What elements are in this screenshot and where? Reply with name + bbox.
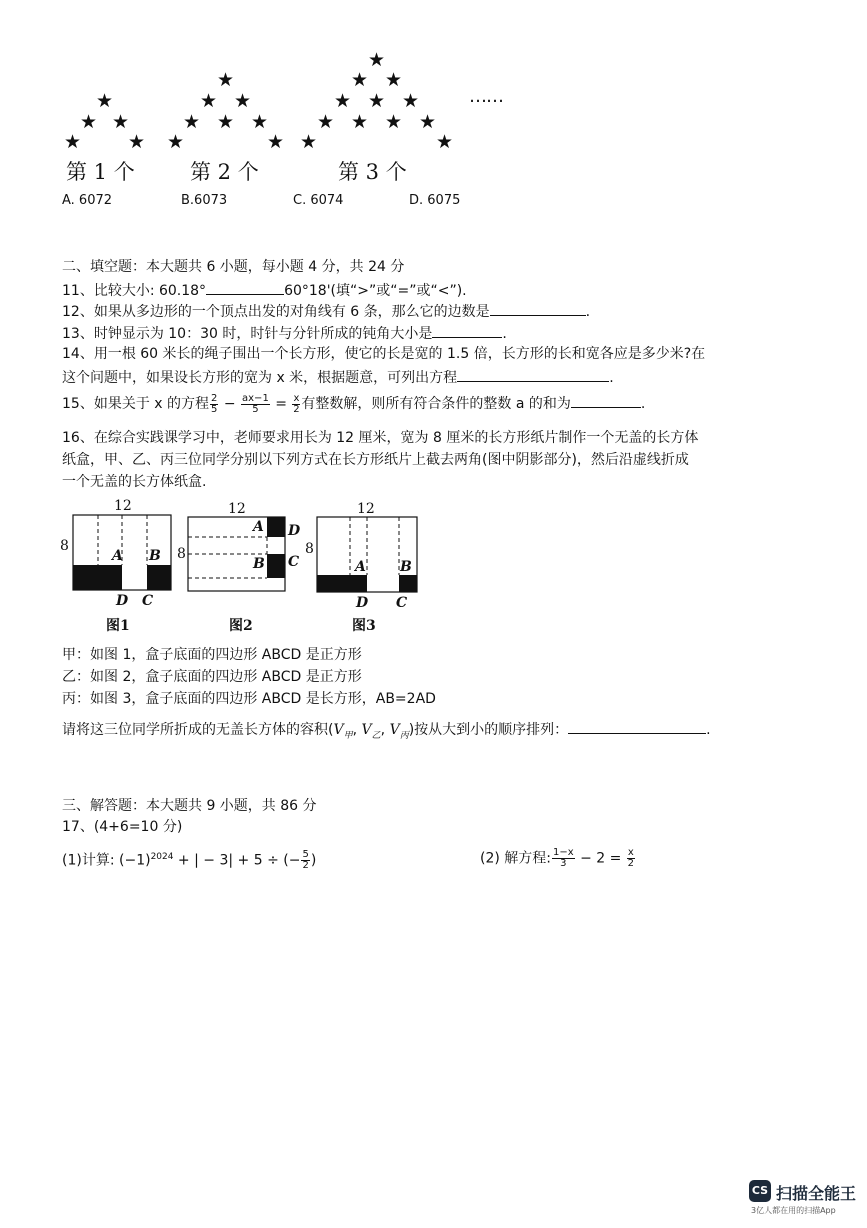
fig3-label-d: D: [356, 595, 369, 611]
fraction: $\frac{5}{2}$: [302, 849, 309, 872]
figure-3: [305, 501, 417, 634]
camscanner-logo-icon: CS: [749, 1180, 771, 1202]
star-icon: ★: [167, 131, 185, 153]
star-icon: ★: [217, 111, 235, 133]
fraction: $\frac{x}{2}$: [293, 392, 300, 415]
fig1-caption: 图1: [106, 618, 130, 634]
q13-text: 13、时钟显示为 10：30 时，时针与分针所成的钝角大小是: [62, 326, 433, 342]
option-a: A. 6072: [62, 193, 113, 208]
fig1-label-a: A: [112, 548, 123, 564]
question-15: 15、如果关于 x 的方程 $\frac{2}{5}$ − $\frac{ax-1}{5}$ = $\frac{x}{2}$ 有整数解，则所有符合条件的整数 a 的和为 .: [62, 392, 646, 415]
star-icon: ★: [251, 111, 269, 133]
star-icon: ★: [300, 131, 318, 153]
answer-blank: [432, 323, 502, 338]
question-11: [62, 280, 467, 300]
watermark-tagline: 3亿人都在用的扫描App: [751, 1206, 836, 1215]
star-icon: ★: [200, 90, 218, 112]
star-icon: ★: [317, 111, 335, 133]
figure-2: [177, 501, 301, 634]
q11-text-b: 60°18'(填“>”或“=”或“<”).: [284, 283, 467, 299]
star-icon: ★: [112, 111, 130, 133]
question-12: 12、如果从多边形的一个顶点出发的对角线有 6 条，那么它的边数是 .: [62, 301, 590, 321]
option-d: D. 6075: [409, 193, 461, 208]
box-figures: [56, 495, 436, 640]
q12-text: 12、如果从多边形的一个顶点出发的对角线有 6 条，那么它的边数是: [62, 304, 490, 320]
question-16-order: 请将这三位同学所折成的无盖长方体的容积($V_甲$, $V_乙$, $V_丙$)按从大到小的顺序排列： .: [62, 719, 711, 745]
section2-heading: 二、填空题：本大题共 6 小题，每小题 4 分，共 24 分: [62, 259, 405, 275]
star-icon: ★: [183, 111, 201, 133]
star-icon: ★: [419, 111, 437, 133]
problem-17-2: (2) 解方程: $\frac{1-x}{3}$ − 2 = $\frac{x}{2}$: [480, 847, 634, 869]
star-icon: ★: [267, 131, 285, 153]
star-icon: ★: [351, 69, 369, 91]
figure-1: [60, 498, 171, 634]
watermark-brand: 扫描全能王: [776, 1184, 857, 1203]
star-icon: ★: [234, 90, 252, 112]
q11-text-a: 11、比较大小: 60.18°: [62, 283, 207, 299]
question-14-line2: 这个问题中，如果设长方形的宽为 x 米，根据题意，可列出方程 .: [62, 367, 614, 387]
star-icon: ★: [402, 90, 420, 112]
fig2-width-label: 12: [228, 501, 246, 517]
star-icon: ★: [217, 69, 235, 91]
statement-bing: 丙：如图 3，盒子底面的四边形 ABCD 是长方形，AB=2AD: [62, 691, 436, 707]
star-icon: ★: [128, 131, 146, 153]
fig2-label-d: D: [288, 523, 301, 539]
pattern-label-2: 第 2 个: [190, 160, 259, 184]
fig3-label-a: A: [355, 559, 366, 575]
star-icon: ★: [96, 90, 114, 112]
fig3-width-label: 12: [357, 501, 375, 517]
answer-blank: [490, 301, 586, 316]
star-icon: ★: [64, 131, 82, 153]
fig2-label-b: B: [253, 556, 265, 572]
fig2-label-c: C: [288, 554, 300, 570]
fig1-width-label: 12: [114, 498, 132, 514]
fig3-label-b: B: [400, 559, 412, 575]
fig3-height-label: 8: [305, 541, 314, 557]
pattern-ellipsis: ……: [469, 86, 503, 107]
star-icon: ★: [385, 111, 403, 133]
q15-text-b: 有整数解，则所有符合条件的整数 a 的和为: [301, 396, 571, 412]
fig3-caption: 图3: [352, 618, 376, 634]
statement-jia: 甲：如图 1，盒子底面的四边形 ABCD 是正方形: [62, 647, 362, 663]
star-icon: ★: [368, 90, 386, 112]
star-icon: ★: [368, 49, 386, 71]
fig1-label-d: D: [116, 593, 129, 609]
question-16-line1: 16、在综合实践课学习中，老师要求用长为 12 厘米，宽为 8 厘米的长方形纸片制作一个无盖的长方体: [62, 430, 699, 446]
answer-blank: [457, 367, 609, 382]
star-icon: ★: [334, 90, 352, 112]
option-b: B.6073: [181, 193, 228, 208]
question-14-line1: 14、用一根 60 米长的绳子围出一个长方形，使它的长是宽的 1.5 倍，长方形的长和宽各应是多少米?在: [62, 346, 706, 362]
q14-text: 这个问题中，如果设长方形的宽为 x 米，根据题意，可列出方程: [62, 370, 458, 386]
fraction: $\frac{2}{5}$: [211, 392, 218, 415]
q15-text-a: 15、如果关于 x 的方程: [62, 396, 209, 412]
fig1-height-label: 8: [60, 538, 69, 554]
problem-17-1: (1)计算: $(-1)^{2024}$ + | − 3| + 5 ÷ (− $\frac{5}{2}$ ): [62, 849, 317, 872]
question-16-line3: 一个无盖的长方体纸盒.: [62, 474, 207, 490]
fig2-height-label: 8: [177, 546, 186, 562]
section3-heading: 三、解答题：本大题共 9 小题，共 86 分: [62, 798, 317, 814]
fraction: $\frac{x}{2}$: [627, 847, 634, 869]
star-icon: ★: [80, 111, 98, 133]
fig2-label-a: A: [253, 519, 264, 535]
question-13: 13、时钟显示为 10：30 时，时针与分针所成的钝角大小是 .: [62, 323, 507, 343]
star-icon: ★: [385, 69, 403, 91]
fig3-label-c: C: [396, 595, 408, 611]
statement-yi: 乙：如图 2，盒子底面的四边形 ABCD 是正方形: [62, 669, 362, 685]
fig2-caption: 图2: [229, 618, 253, 634]
pattern-label-1: 第 1 个: [66, 160, 135, 184]
answer-blank: [568, 719, 706, 734]
fig1-label-b: B: [149, 548, 161, 564]
pattern-label-3: 第 3 个: [338, 160, 407, 184]
answer-blank: [206, 280, 284, 295]
question-17: 17、(4+6=10 分): [62, 819, 183, 835]
star-icon: ★: [351, 111, 369, 133]
fraction: $\frac{1-x}{3}$: [553, 847, 574, 869]
question-16-line2: 纸盒，甲、乙、丙三位同学分别以下列方式在长方形纸片上截去两角(图中阴影部分)，然后沿虚线折成: [62, 452, 689, 468]
star-icon: ★: [436, 131, 454, 153]
fig1-label-c: C: [142, 593, 154, 609]
option-c: C. 6074: [293, 193, 344, 208]
answer-blank: [571, 393, 641, 408]
fraction: $\frac{ax-1}{5}$: [242, 392, 269, 415]
